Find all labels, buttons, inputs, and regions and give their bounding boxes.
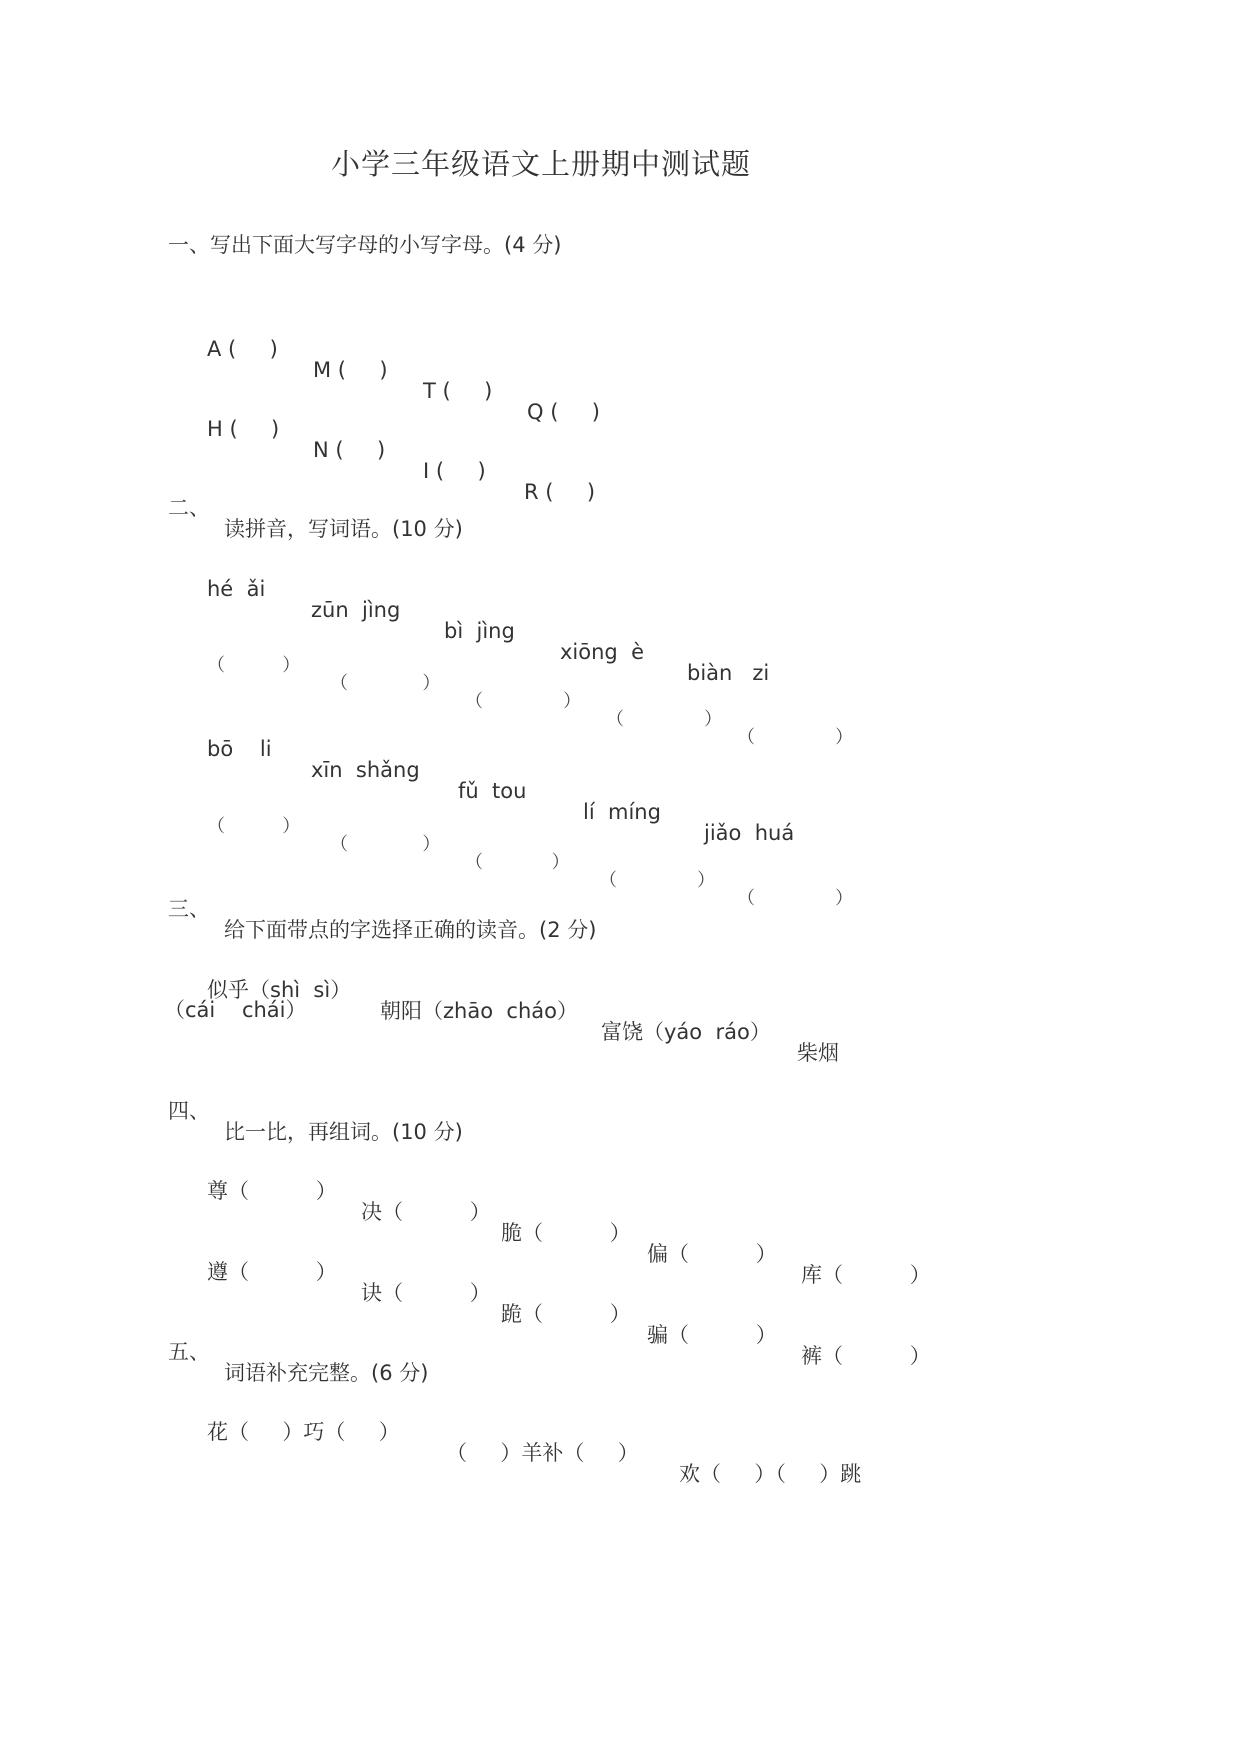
- letter-item: I ( ): [423, 459, 486, 483]
- pinyin-item: biàn zi: [687, 661, 770, 685]
- compare-row-2: [0, 1241, 1241, 1368]
- pinyin-row-2: [0, 718, 1241, 845]
- answer-blank: （ ）: [737, 727, 854, 748]
- letter-item: A ( ): [207, 337, 278, 361]
- section-number: 五、: [168, 1340, 210, 1364]
- pinyin-row-1: [0, 558, 1241, 685]
- answer-blank: （ ）: [599, 870, 716, 891]
- reading-choice: 富饶（yáo ráo）: [601, 1020, 771, 1044]
- answer-blank: （ ）: [737, 888, 854, 909]
- section-5-heading: [168, 1321, 668, 1385]
- answer-blank: （ ）: [330, 673, 441, 694]
- letter-item: N ( ): [313, 438, 386, 462]
- letter-item: R ( ): [524, 480, 596, 504]
- compare-item: 骗（ ）: [647, 1323, 777, 1347]
- answer-blank: （ ）: [465, 852, 570, 873]
- pinyin-item: bō li: [207, 737, 272, 761]
- section-4-heading: [168, 1080, 668, 1144]
- compare-row-1: [0, 1160, 1241, 1287]
- section-2-heading: [168, 477, 668, 541]
- idiom-item: 欢（ ）（ ）跳: [679, 1462, 862, 1486]
- section-1-heading: 一、写出下面大写字母的小写字母。(4 分): [168, 233, 562, 257]
- pinyin-item: xīn shǎng: [311, 758, 420, 782]
- section-title: 读拼音，写词语。(10 分): [224, 517, 463, 541]
- compare-item: 遵（ ）: [207, 1260, 337, 1284]
- letter-item: M ( ): [313, 358, 388, 382]
- compare-item: 裤（ ）: [801, 1344, 931, 1368]
- idiom-row-1: [0, 1401, 1241, 1486]
- answer-blank: （ ）: [207, 655, 301, 676]
- compare-item: 偏（ ）: [647, 1242, 777, 1266]
- pinyin-item: zūn jìng: [311, 598, 401, 622]
- compare-item: 尊（ ）: [207, 1179, 337, 1203]
- compare-item: 决（ ）: [361, 1200, 491, 1224]
- reading-choice: 朝阳（zhāo cháo）: [380, 999, 578, 1023]
- idiom-item: 花（ ）巧（ ）: [207, 1420, 400, 1444]
- letter-item: T ( ): [423, 379, 493, 403]
- section-number: 二、: [168, 496, 210, 520]
- answer-blank: （ ）: [606, 709, 723, 730]
- section-number: 三、: [168, 897, 210, 921]
- compare-item: 库（ ）: [801, 1263, 931, 1287]
- pinyin-item: bì jìng: [444, 619, 515, 643]
- compare-item: 脆（ ）: [501, 1221, 631, 1245]
- reading-choice: 柴烟: [797, 1041, 839, 1065]
- section-title: 词语补充完整。(6 分): [224, 1361, 429, 1385]
- compare-item: 诀（ ）: [361, 1281, 491, 1305]
- section-number: 四、: [168, 1099, 210, 1123]
- answer-blank: （ ）: [330, 834, 441, 855]
- pinyin-item: lí míng: [583, 800, 661, 824]
- section-title: 比一比，再组词。(10 分): [224, 1120, 463, 1144]
- reading-choice: 似乎（shì sì）: [207, 978, 352, 1002]
- letter-item: Q ( ): [527, 400, 600, 424]
- section-1-row-1: [0, 318, 1241, 424]
- pinyin-item: xiōng è: [560, 640, 645, 664]
- section-1-row-2: [0, 398, 1241, 504]
- compare-item: 跪（ ）: [501, 1302, 631, 1326]
- pinyin-item: hé ǎi: [207, 577, 266, 601]
- answer-blank: （ ）: [465, 691, 582, 712]
- idiom-item: （ ）羊补（ ）: [446, 1441, 639, 1465]
- section-title: 给下面带点的字选择正确的读音。(2 分): [224, 918, 597, 942]
- pinyin-item: jiǎo huá: [704, 821, 795, 845]
- pinyin-item: fǔ tou: [458, 779, 527, 803]
- letter-item: H ( ): [207, 417, 280, 441]
- reading-choice-line-2: （cái chái）: [164, 998, 307, 1022]
- answer-blank: （ ）: [207, 816, 301, 837]
- section-3-heading: [168, 878, 768, 942]
- page-title: 小学三年级语文上册期中测试题: [331, 147, 752, 181]
